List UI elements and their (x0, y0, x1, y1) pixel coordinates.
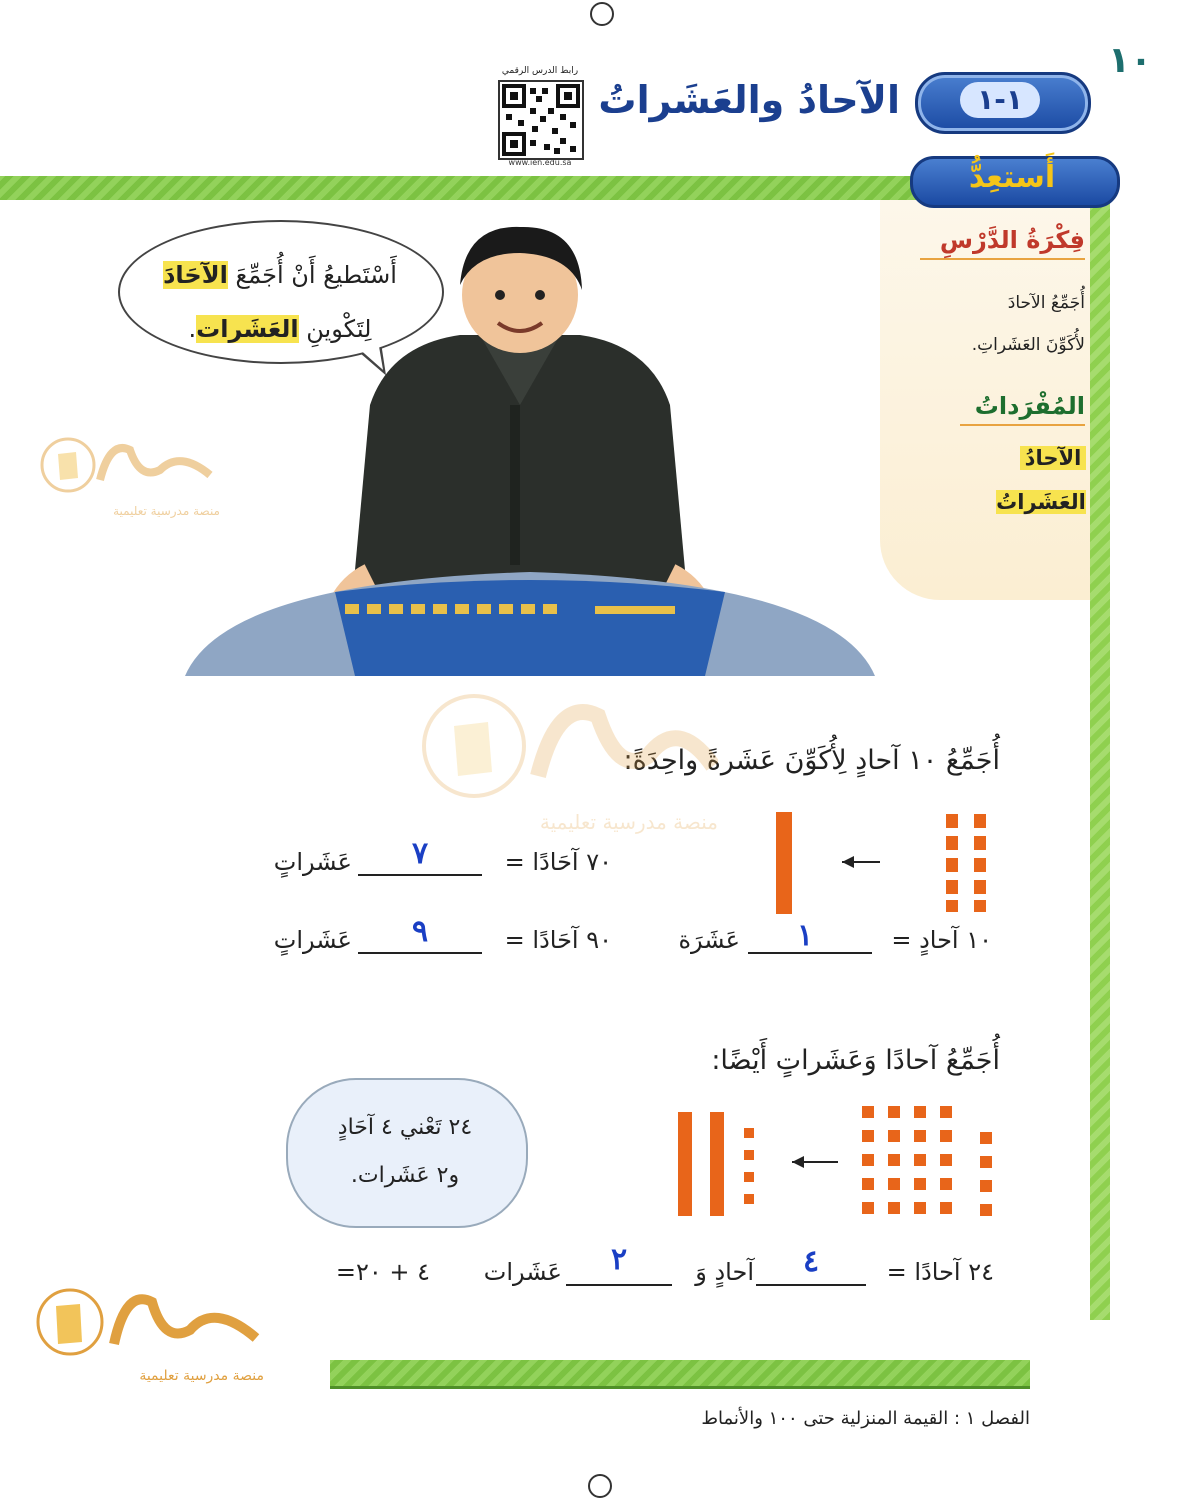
watermark-logo-icon (40, 430, 220, 500)
eq3-answer: ٩ (411, 914, 429, 949)
registration-mark-top (590, 2, 614, 26)
student-illustration (330, 205, 710, 625)
speech-line-2-end: . (188, 315, 197, 343)
eq4-ones-blank[interactable] (756, 1284, 866, 1286)
eq4-tens-blank[interactable] (566, 1284, 672, 1286)
lesson-idea-text (900, 282, 1085, 366)
eq4-tens-answer: ٢ (610, 1242, 628, 1277)
eq4-ones-unit: آحادٍ وَ (695, 1258, 754, 1286)
thought-cloud-text (300, 1104, 510, 1200)
watermark-center-icon (418, 686, 718, 806)
eq3-blank[interactable] (358, 952, 482, 954)
speech-line-2: لِتَكْوينِ (298, 315, 372, 343)
watermark-tagline: منصة مدرسية تعليمية (113, 504, 220, 518)
eq3-unit: عَشَراتٍ (273, 926, 352, 954)
speech-highlight-ones: الآحَادَ (163, 261, 228, 289)
eq4-left: ٢٤ آحادًا = (886, 1258, 994, 1286)
cloud-line-2: و٢ عَشَرات. (350, 1163, 460, 1188)
watermark-bottom-tagline: منصة مدرسية تعليمية (139, 1368, 264, 1384)
eq4-ones-answer: ٤ (802, 1244, 820, 1279)
cloud-line-1: ٢٤ تَعْني ٤ آحَادٍ (337, 1115, 473, 1140)
ones-to-ten-diagram (760, 808, 1000, 918)
eq2-left: ٧٠ آحَادًا = (504, 848, 612, 876)
eq4-sum: ٤ + ٢٠= (335, 1258, 430, 1286)
lesson-title: الآحادُ والعَشَراتُ (598, 78, 900, 122)
eq3-left: ٩٠ آحَادًا = (504, 926, 612, 954)
watermark-center-tagline: منصة مدرسية تعليمية (539, 810, 718, 834)
speech-line-1: أَسْتَطيعُ أَنْ أُجَمِّعَ (227, 261, 397, 289)
eq2-answer: ٧ (411, 836, 429, 871)
lesson-idea-line-2: لأُكَوِّنَ العَشَراتِ. (971, 335, 1085, 355)
section-1-heading: أُجَمِّعُ ١٠ آحادٍ لِأُكَوِّنَ عَشَرةً واحِدَةً: (623, 745, 1000, 776)
qr-label: رابط الدرس الرقمي (501, 66, 579, 76)
eq2-blank[interactable] (358, 874, 482, 876)
lesson-number: ١-١ (960, 82, 1040, 118)
watermark-bottom-icon (34, 1280, 264, 1364)
section-label: أَستعِدُّ (968, 160, 1056, 195)
lesson-idea-line-1: أُجَمِّعُ الآحادَ (1007, 293, 1085, 313)
qr-code-icon[interactable] (498, 80, 584, 160)
eq1-answer: ١ (796, 918, 814, 953)
vocabulary-title: المُفْرَداتُ (960, 392, 1085, 426)
page-number: ١٠ (1108, 40, 1152, 81)
watermark-logo-center (418, 686, 718, 834)
qr-url: www.ien.edu.sa (508, 158, 572, 167)
watermark-logo-bottom (34, 1280, 264, 1384)
watermark-logo-small (40, 430, 220, 518)
eq2-unit: عَشَراتٍ (273, 848, 352, 876)
table-illustration (185, 572, 875, 676)
eq4-tens-unit: عَشَرات (483, 1258, 562, 1286)
ones-and-tens-diagram (670, 1104, 1000, 1224)
speech-highlight-tens: العَشَرات (196, 315, 299, 343)
footer-green-band (330, 1360, 1030, 1389)
eq1-left: ١٠ آحادٍ = (891, 926, 992, 954)
chapter-footer: الفصل ١ : القيمة المنزلية حتى ١٠٠ والأنماط (701, 1408, 1030, 1429)
lesson-idea-title: فِكْرَةُ الدَّرْسِ (920, 226, 1085, 260)
eq1-unit: عَشَرَة (678, 926, 740, 954)
vocabulary-tens: العَشَراتُ (996, 490, 1086, 514)
section-2-heading: أُجَمِّعُ آحادًا وَعَشَراتٍ أَيْضًا: (711, 1045, 1000, 1076)
registration-mark-bottom (588, 1474, 612, 1498)
vocabulary-ones: الآحادُ (1020, 446, 1086, 470)
